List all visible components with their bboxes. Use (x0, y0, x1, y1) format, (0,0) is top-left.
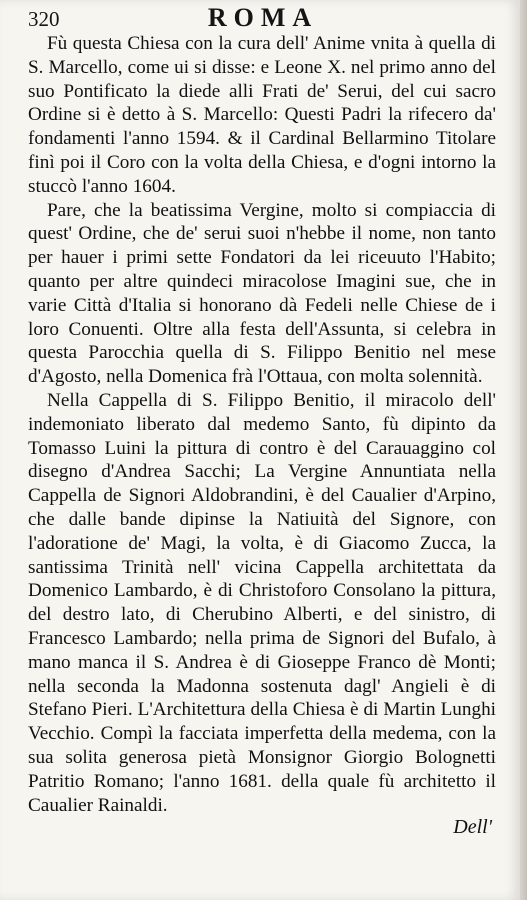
page-edge (520, 0, 527, 900)
page-body (28, 32, 496, 817)
page-number: 320 (28, 7, 60, 31)
paragraph-1: Fù questa Chiesa con la cura dell' Anime vnita à quella di S. Marcello, come ui si disse: e Leone X. nel primo anno del suo Pontificato la diede alli Frati de' Serui, del cui sacro Ordine si è detto à S. Marcello: Questi Padri la rifecero da' fondamenti l'anno 1594. & il Cardinal Bellarmino Titolare finì poi il Coro con la volta della Chiesa, e d'ogni intorno la stuccò l'anno 1604. (28, 33, 496, 197)
page-header (28, 4, 498, 34)
running-title: ROMA (207, 3, 319, 32)
catchword: Dell' (453, 816, 492, 838)
paragraph-2: Pare, che la beatissima Vergine, molto si compiaccia di quest' Ordine, che de' serui suoi n'hebbe il nome, non tanto per hauer i primi sette Fondatori da lei riceuuto l'Habito; quanto per altre quindeci miracolose Imagini sue, che in varie Città d'Italia si honorano dà Fedeli nelle Chiese de i loro Conuenti. Oltre alla festa dell'Assunta, si celebra in questa Parocchia quella di S. Filippo Benitio nel mese d'Agosto, nella Domenica frà l'Ottaua, con molta solennità. (28, 199, 496, 388)
paragraph-3: Nella Cappella di S. Filippo Benitio, il miracolo dell' indemoniato liberato dal medemo Santo, fù dipinto da Tomasso Luini la pittura di contro è del Carauaggino col disegno d'Andrea Sacchi; La Vergine Annuntiata nella Cappella de Signori Aldobrandini, è del Caualier d'Arpino, che dalle bande dipinse la Natiuità del Signore, con l'adoratione de' Magi, la volta, è di Giacomo Zucca, la santissima Trinità nell' vicina Cappella architettata da Domenico Lambardo, è di Christoforo Consolano la pittura, del destro lato, di Cherubino Alberti, e del sinistro, di Francesco Lambardo; nella prima de Signori del Bufalo, à mano manca il S. Andrea è di Gioseppe Franco dè Monti; nella seconda la Madonna sostenuta dagl' Angieli è di Stefano Pieri. L'Architettura della Chiesa è di Martin Lunghi Vecchio. Compì la facciata imperfetta della medema, con la sua solita generosa pietà Monsignor Giorgio Bolognetti Patritio Romano; l'anno 1681. della quale fù architetto il Caualier Rainaldi. (28, 389, 496, 816)
